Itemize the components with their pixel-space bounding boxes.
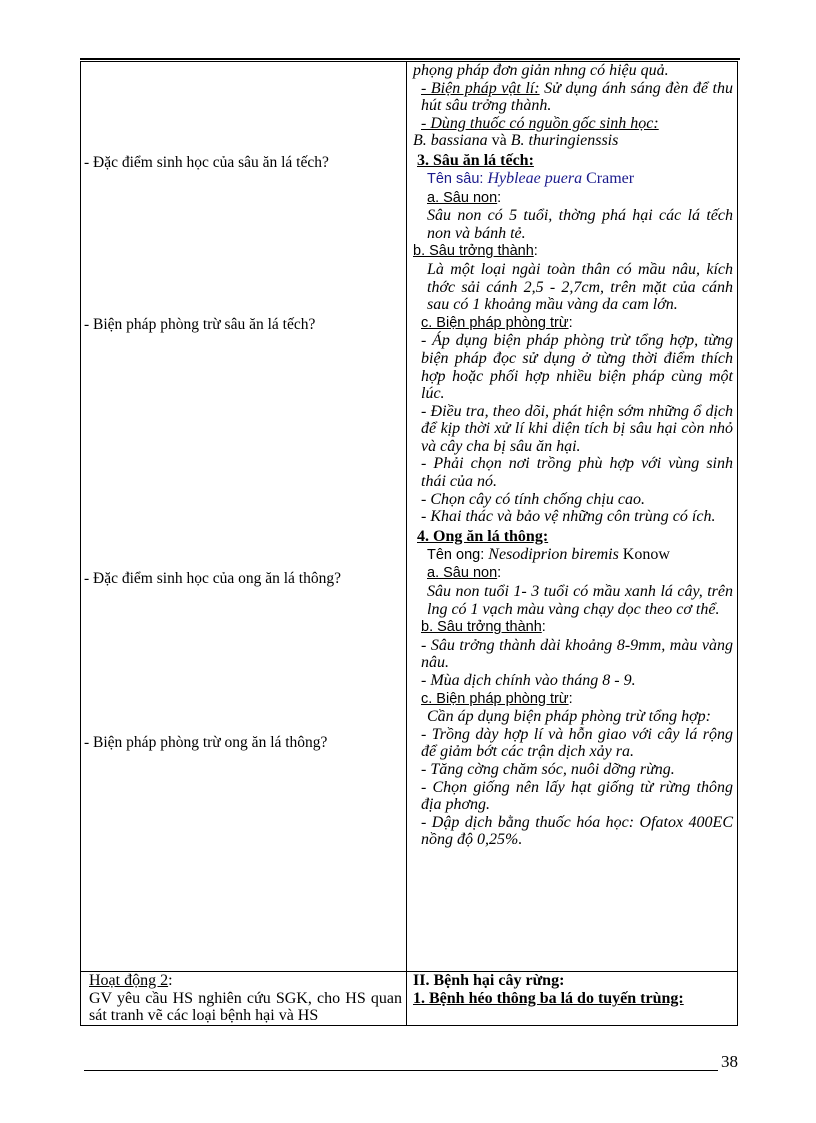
species-latin-name: Hybleae puera (487, 169, 583, 187)
top-border-line (80, 58, 740, 60)
sub-a-heading: a. Sâu non: (427, 189, 502, 206)
sub-b-text: Là một loại ngài toàn thân có mầu nâu, kích thớc sải cánh 2,5 - 2,7cm, trên mặt của cánh sau có 1 khoảng mầu vàng da cam lớn. (427, 260, 733, 314)
sub-a-label: a. Sâu non (427, 189, 498, 206)
control-4-item: - Dập dịch bằng thuốc hóa học: Ofatox 400EC nồng độ 0,25%. (421, 813, 733, 849)
control-item: - Phải chọn nơi trồng phù hợp với vùng sinh thái của nó. (421, 455, 733, 491)
sub-c-label: c. Biện pháp phòng trừ (421, 314, 569, 331)
physical-method (407, 80, 737, 115)
control-4-item: - Tăng cờng chăm sóc, nuôi dỡng rừng. (421, 760, 675, 778)
question-sau-tech-biology: - Đặc điểm sinh học của sâu ăn lá tếch? (84, 154, 329, 171)
section-4-title-text: 4. Ong ăn lá thông: (417, 527, 549, 545)
disease-1-title (407, 990, 737, 1008)
agent-thuringiensis: B. thuringienssis (510, 132, 619, 150)
species-author: Cramer (582, 169, 635, 187)
species-4-label: Tên ong: (427, 546, 489, 563)
agent-and: và (487, 132, 511, 150)
sub-a4-label: a. Sâu non (427, 565, 498, 582)
agent-bassiana: B. bassiana (413, 132, 488, 150)
section-3-title (407, 152, 737, 170)
sub-a4-heading: a. Sâu non: (427, 565, 502, 582)
part-2-title: II. Bệnh hại cây rừng: (413, 972, 565, 989)
activity-right-cell (407, 972, 738, 1026)
biological-method (407, 115, 737, 133)
species-4-latin-name: Nesodiprion biremis (488, 545, 619, 563)
question-ong-thong-control: - Biện pháp phòng trừ ong ăn lá thông? (84, 734, 328, 751)
page-number: 38 (721, 1052, 738, 1071)
sub-b-label: b. Sâu trởng thành (413, 243, 534, 260)
sub-b4-label: b. Sâu trởng thành (421, 619, 542, 636)
lesson-table (80, 61, 738, 1026)
species-label: Tên sâu: (427, 170, 488, 187)
question-ong-thong-biology: - Đặc điểm sinh học của ong ăn lá thông? (84, 570, 341, 587)
control-item: - Chọn cây có tính chống chịu cao. (421, 490, 645, 508)
activity-title: Hoạt động 2: (89, 972, 173, 989)
footer-line (84, 1070, 718, 1071)
content-row (81, 62, 738, 972)
section-3-title-text: 3. Sâu ăn lá tếch: (417, 151, 534, 169)
activity-title-text: Hoạt động 2 (89, 972, 169, 989)
physical-method-text: Sử dụng ánh sáng đèn để thu hút sâu trởng thành. (421, 79, 733, 115)
biological-agents (407, 132, 737, 150)
section-4-species (407, 546, 737, 565)
control-item: - Khai thác và bảo vệ những côn trùng có ích. (421, 508, 716, 526)
physical-method-label: - Biện pháp vật lí: (421, 79, 540, 97)
control-4-item: - Trồng dày hợp lí và hỗn giao với cây lá rộng để giảm bớt các trận dịch xảy ra. (421, 725, 733, 761)
continued-text: phọng pháp đơn giản nhng có hiệu quả. (413, 62, 669, 79)
adult-item: - Sâu trởng thành dài khoảng 8-9mm, màu vàng nâu. (421, 636, 733, 672)
right-column-content (407, 62, 738, 972)
sub-a4-text: Sâu non tuổi 1- 3 tuổi có mầu xanh lá cây, trên lng có 1 vạch màu vàng chạy dọc theo cơ thể. (427, 583, 733, 618)
control-item: - Điều tra, theo dõi, phát hiện sớm những ổ dịch để kịp thời xử lí khi diện tích bị sâu hại còn nhỏ và cây cha bị sâu ăn hại. (421, 402, 733, 455)
section-4-title (407, 528, 737, 546)
question-sau-tech-control: - Biện pháp phòng trừ sâu ăn lá tếch? (84, 316, 316, 333)
activity-left-cell (81, 972, 407, 1026)
activity-row (81, 972, 738, 1026)
biological-method-label: - Dùng thuốc có nguồn gốc sinh học: (421, 114, 659, 132)
disease-1-title-text: 1. Bệnh héo thông ba lá do tuyến trùng: (413, 990, 684, 1007)
species-4-author: Konow (618, 545, 670, 563)
section-3-species (407, 170, 737, 189)
control-4-item: - Chọn giống nên lấy hạt giống từ rừng thông địa phơng. (421, 778, 733, 814)
control-item: - Áp dụng biện pháp phòng trừ tổng hợp, từng biện pháp đọc sử dụng ở từng thời điểm thích hợp hoặc phối hợp nhiều biện pháp cùng một lúc. (421, 332, 733, 403)
sub-b-heading: b. Sâu trởng thành: (413, 243, 538, 260)
sub-c-heading: c. Biện pháp phòng trừ: (421, 314, 573, 331)
sub-c4-intro: Cần áp dụng biện pháp phòng trừ tổng hợp: (427, 708, 711, 726)
sub-c4-label: c. Biện pháp phòng trừ (421, 690, 569, 707)
sub-c4-heading: c. Biện pháp phòng trừ: (421, 690, 573, 707)
sub-b4-heading: b. Sâu trởng thành: (421, 619, 546, 636)
left-column-questions (81, 62, 407, 972)
sub-a-text: Sâu non có 5 tuổi, thờng phá hại các lá tếch non và bánh tẻ. (427, 207, 733, 242)
activity-text: GV yêu cầu HS nghiên cứu SGK, cho HS quan sát tranh vẽ các loại bệnh hại và HS (89, 989, 402, 1025)
adult-item: - Mùa dịch chính vào tháng 8 - 9. (421, 672, 636, 689)
